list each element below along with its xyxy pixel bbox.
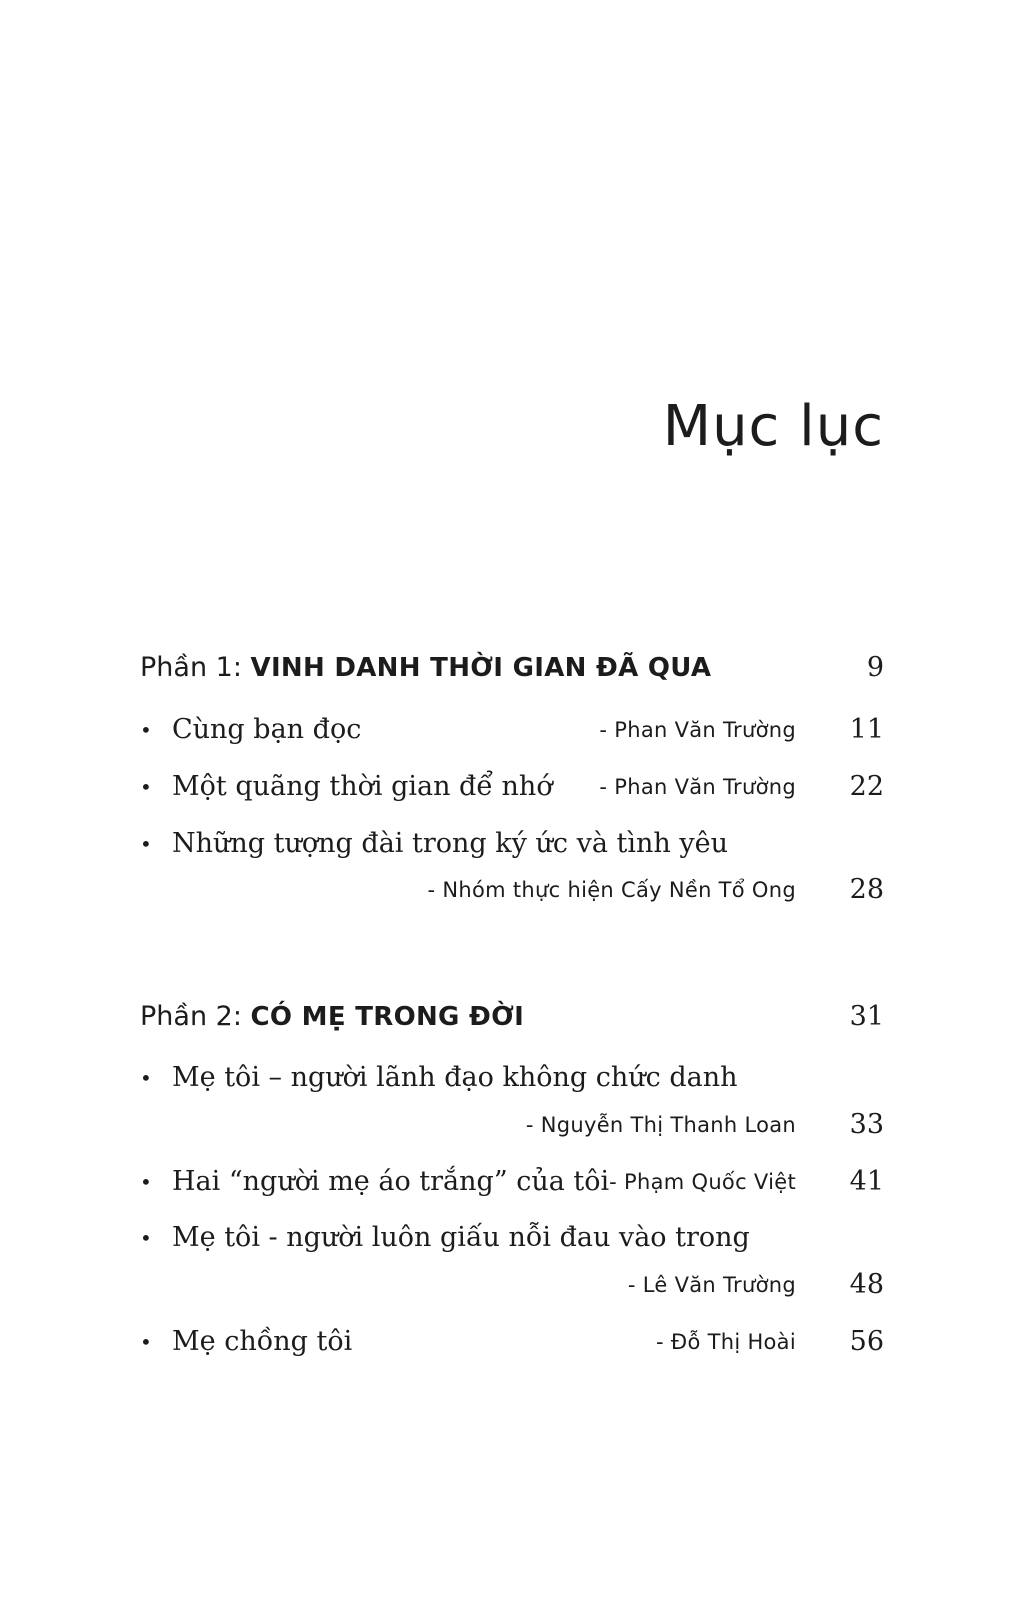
bullet-icon: • [140, 718, 152, 742]
toc-entry-title-line[interactable] [140, 824, 884, 864]
entry-title: Mẹ tôi - người luôn giấu nỗi đau vào trong [172, 1222, 750, 1253]
entry-author: - Phan Văn Trường [599, 775, 796, 799]
page-number: 56 [849, 1326, 884, 1357]
part-label [140, 997, 524, 1037]
toc-entry[interactable] [140, 1162, 884, 1202]
page-number: 31 [849, 1001, 884, 1032]
page-number: 11 [849, 714, 884, 745]
entry-author: - Đỗ Thị Hoài [656, 1330, 796, 1354]
page-number: 9 [866, 652, 884, 683]
entry-title: Những tượng đài trong ký ức và tình yêu [172, 828, 728, 859]
page-number: 28 [849, 874, 884, 905]
bullet-icon: • [140, 1170, 152, 1194]
entry-author: - Nhóm thực hiện Cấy Nền Tổ Ong [427, 878, 796, 902]
entry-author: - Lê Văn Trường [627, 1273, 796, 1297]
bullet-icon: • [140, 832, 152, 856]
toc-entry[interactable] [140, 767, 884, 807]
toc-entry[interactable] [140, 710, 884, 750]
bullet-icon: • [140, 1330, 152, 1354]
toc-entry-author-line[interactable] [140, 870, 884, 910]
bullet-icon: • [140, 1226, 152, 1250]
bullet-icon: • [140, 775, 152, 799]
entry-author: - Phan Văn Trường [599, 718, 796, 742]
bullet-icon: • [140, 1066, 152, 1090]
page-number: 33 [849, 1109, 884, 1140]
part-label [140, 648, 711, 688]
page-title: Mục lục [662, 394, 884, 459]
entry-title: Mẹ tôi – người lãnh đạo không chức danh [172, 1062, 738, 1093]
entry-title: Hai “người mẹ áo trắng” của tôi [172, 1166, 610, 1197]
part-heading-1[interactable] [140, 648, 884, 688]
part-name: VINH DANH THỜI GIAN ĐÃ QUA [250, 653, 712, 683]
part-number: Phần 1: [140, 652, 242, 683]
part-number: Phần 2: [140, 1001, 242, 1032]
entry-author: - Phạm Quốc Việt [609, 1170, 796, 1194]
page-number: 22 [849, 771, 884, 802]
entry-title: Cùng bạn đọc [172, 714, 362, 745]
entry-title: Một quãng thời gian để nhớ [172, 771, 553, 802]
toc-entry[interactable] [140, 1322, 884, 1362]
page-number: 48 [849, 1269, 884, 1300]
entry-author: - Nguyễn Thị Thanh Loan [525, 1113, 796, 1137]
part-heading-2[interactable] [140, 997, 884, 1037]
toc-entry-author-line[interactable] [140, 1105, 884, 1145]
toc-entry-title-line[interactable] [140, 1218, 884, 1258]
entry-title: Mẹ chồng tôi [172, 1326, 353, 1357]
toc-entry-author-line[interactable] [140, 1265, 884, 1305]
page-number: 41 [849, 1166, 884, 1197]
toc-entry-title-line[interactable] [140, 1058, 884, 1098]
part-name: CÓ MẸ TRONG ĐỜI [250, 1002, 525, 1032]
